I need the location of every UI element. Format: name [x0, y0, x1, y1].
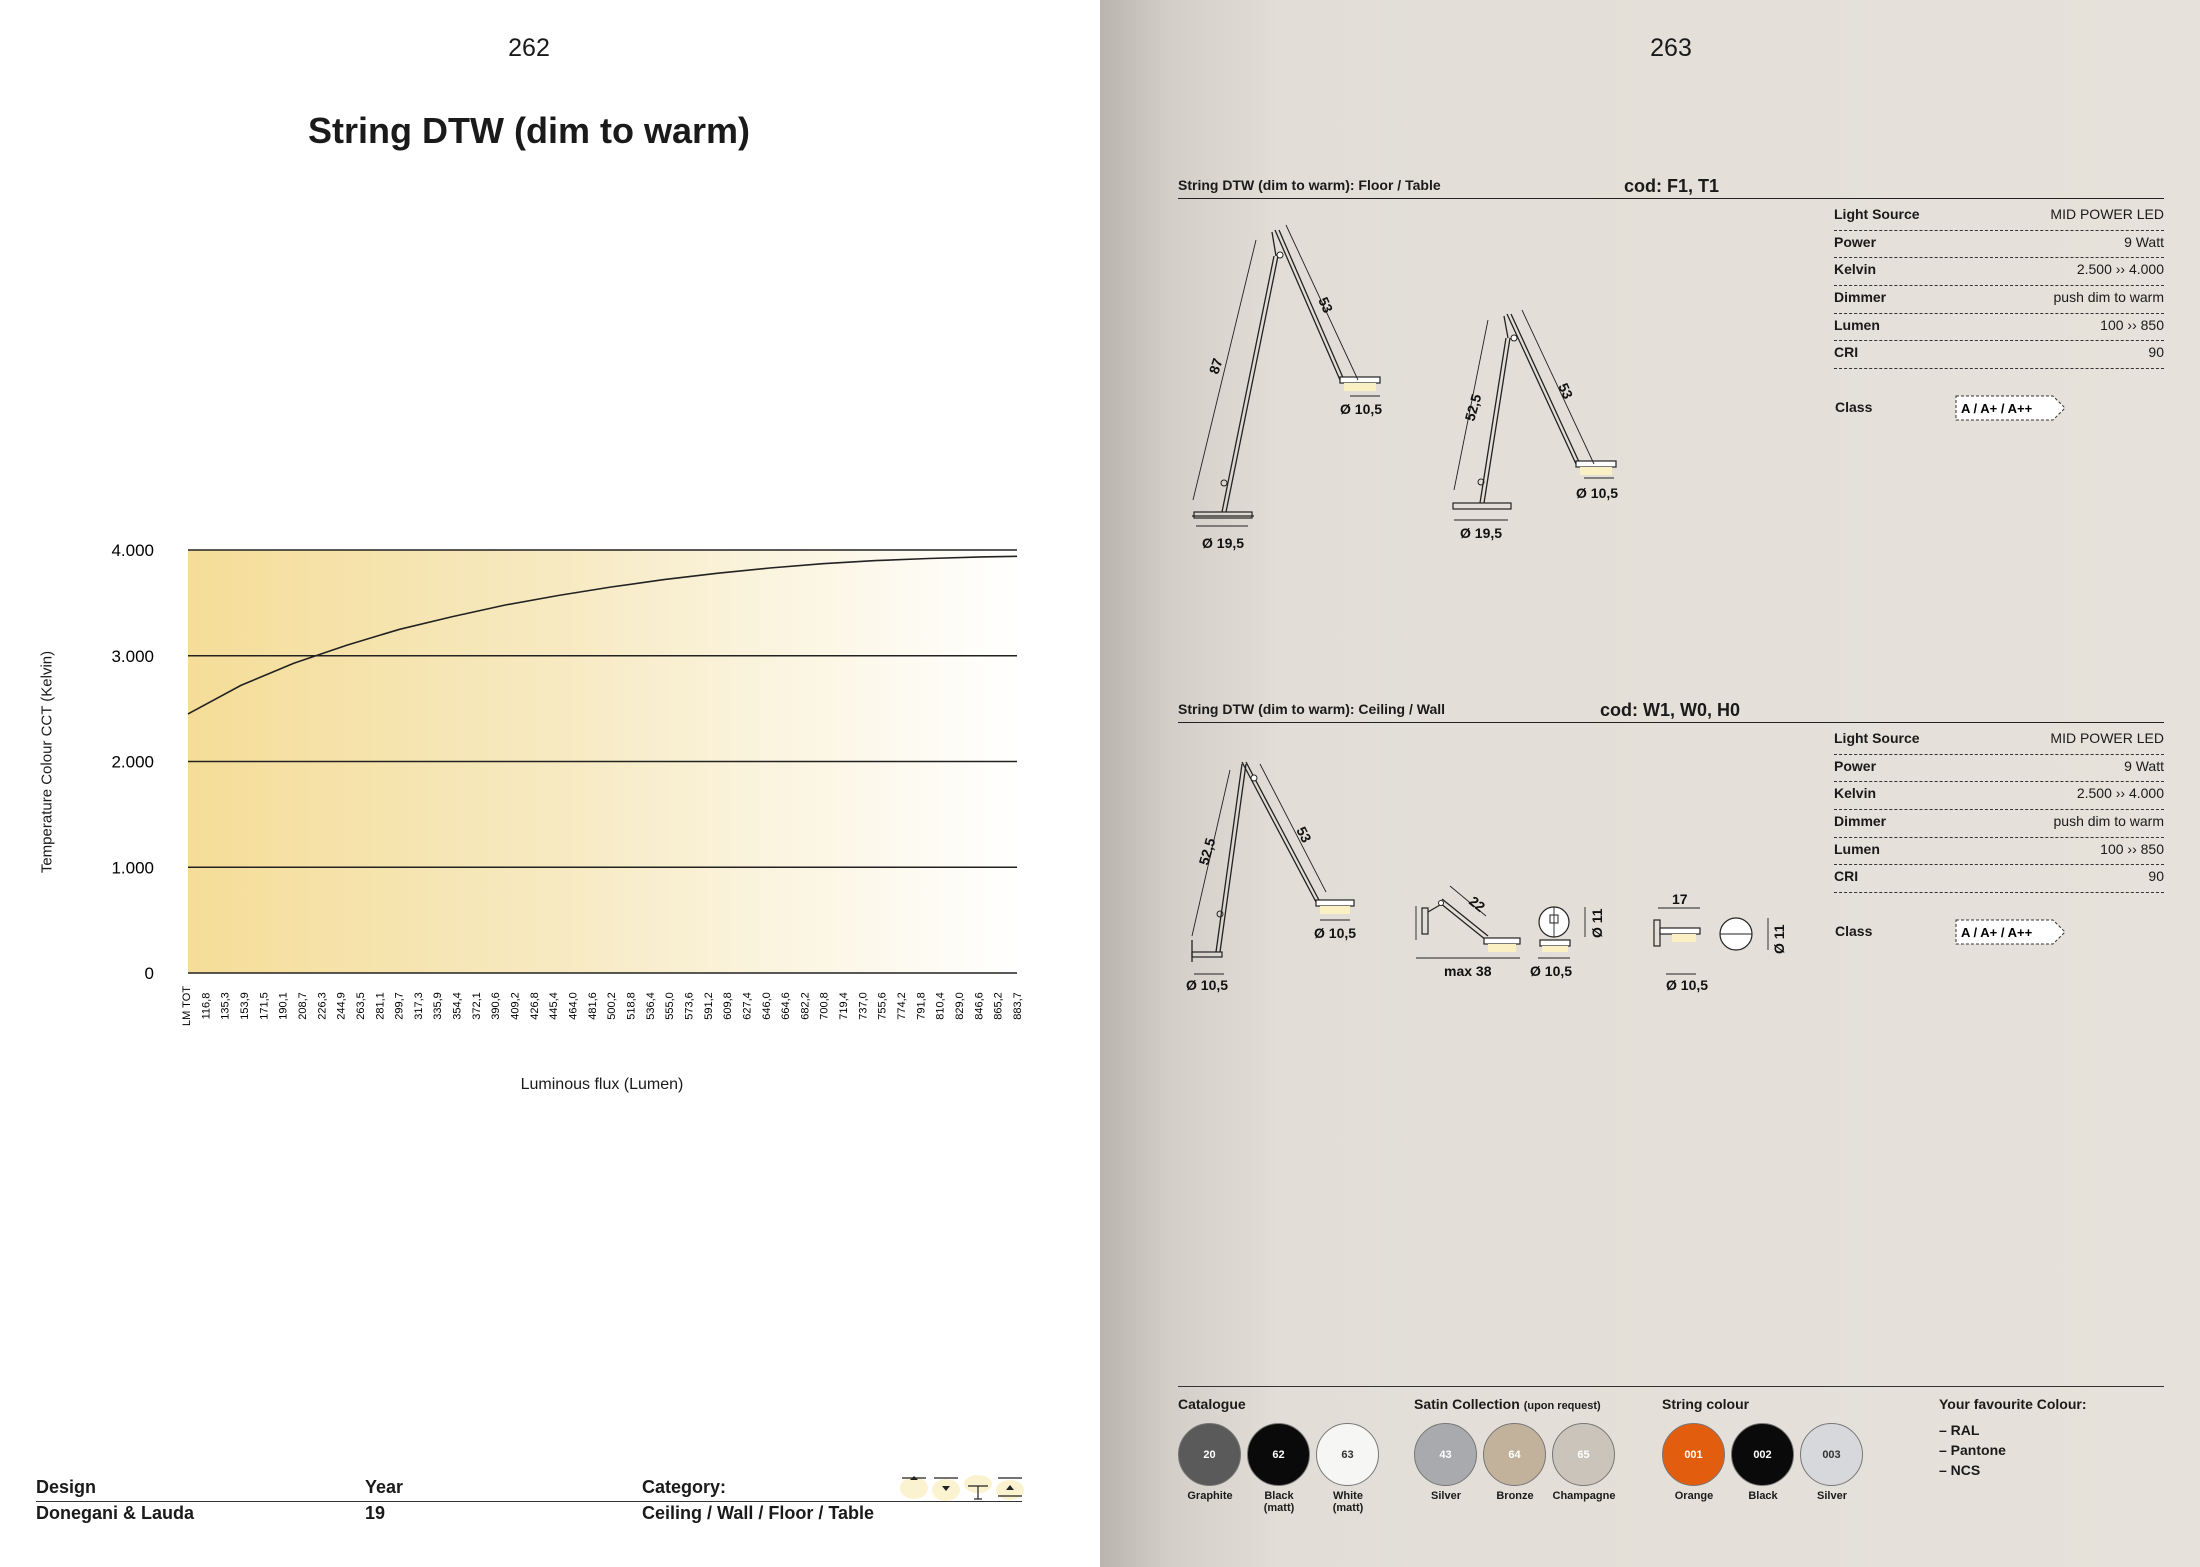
x-tick-label: 426,8: [528, 992, 541, 1020]
x-tick-label: 226,3: [316, 992, 329, 1020]
colour-swatch-name: Bronze: [1496, 1490, 1534, 1502]
page-title: String DTW (dim to warm): [308, 110, 750, 151]
svg-text:53: 53: [1555, 380, 1577, 402]
favourite-colour-list: [1939, 1420, 2006, 1480]
x-tick-label: 829,0: [954, 992, 967, 1020]
spec-row: Power 9 Watt: [1834, 231, 2164, 259]
section-floor-table-code: cod: F1, T1: [1624, 176, 1720, 196]
floor-table-drawing: [1178, 220, 1618, 560]
class-label-ceiling-wall: Class: [1835, 923, 1873, 939]
section-ceiling-wall-title: String DTW (dim to warm): Ceiling / Wall: [1178, 701, 1446, 717]
y-tick-label: 2.000: [111, 752, 154, 772]
svg-text:A / A+ / A++: A / A+ / A++: [1961, 401, 2033, 416]
x-tick-label: 299,7: [393, 992, 406, 1020]
design-label: Design: [36, 1477, 97, 1497]
x-tick-label: 646,0: [760, 992, 773, 1020]
year-label: Year: [365, 1477, 404, 1497]
x-tick-label: 190,1: [277, 992, 290, 1020]
colour-swatch-20: 20: [1178, 1423, 1241, 1486]
catalogue-title: Catalogue: [1178, 1396, 1246, 1412]
spec-row: Power 9 Watt: [1834, 755, 2164, 783]
class-label-floor-table: Class: [1835, 399, 1873, 415]
colour-swatch-name: Black (matt): [1263, 1490, 1295, 1514]
page-number-right: 263: [1650, 34, 1692, 62]
colour-swatch-002: 002: [1731, 1423, 1794, 1486]
svg-text:87: 87: [1205, 356, 1226, 376]
x-tick-label: 555,0: [664, 992, 677, 1020]
energy-class-badge: [1955, 395, 2067, 421]
x-tick-label: 335,9: [432, 992, 445, 1020]
svg-text:Ø 10,5: Ø 10,5: [1314, 925, 1357, 941]
x-tick-label: 317,3: [412, 992, 425, 1020]
x-tick-label: 135,3: [219, 992, 232, 1020]
colour-swatch-name: Black: [1748, 1490, 1778, 1502]
colour-swatch-43: 43: [1414, 1423, 1477, 1486]
x-tick-label: 464,0: [567, 992, 580, 1020]
floor-lamp-icon: [1192, 225, 1382, 551]
category-label: Category:: [642, 1477, 727, 1497]
table-lamp-icon: [1453, 310, 1618, 541]
svg-text:Ø 10,5: Ø 10,5: [1530, 963, 1573, 979]
ceiling-wall-drawing: [1178, 740, 1798, 1010]
x-tick-label: 208,7: [296, 992, 309, 1020]
x-tick-label: 810,4: [934, 992, 947, 1020]
colour-swatch-name: Silver: [1817, 1490, 1847, 1502]
x-axis-title: Luminous flux (Lumen): [520, 1076, 684, 1093]
x-tick-label: 481,6: [586, 992, 599, 1020]
floor-mount-icon: [964, 1475, 992, 1499]
x-tick-label: 627,4: [741, 992, 754, 1020]
colour-swatch-003: 003: [1800, 1423, 1863, 1486]
x-tick-label: 244,9: [335, 992, 348, 1020]
y-axis-title: Temperature Colour CCT (Kelvin): [38, 650, 56, 874]
spec-row: Lumen 100 ›› 850: [1834, 838, 2164, 866]
colour-swatch-name: Orange: [1674, 1490, 1714, 1502]
spec-row: CRI 90: [1834, 865, 2164, 893]
page-number-left: 262: [508, 34, 550, 62]
spec-row: Dimmer push dim to warm: [1834, 286, 2164, 314]
x-tick-label: 700,8: [818, 992, 831, 1020]
colour-swatch-64: 64: [1483, 1423, 1546, 1486]
x-tick-label: 500,2: [606, 992, 619, 1020]
x-tick-label: 591,2: [702, 992, 715, 1020]
colour-swatch-001: 001: [1662, 1423, 1725, 1486]
year-value: 19: [365, 1503, 386, 1523]
section-floor-table-title: String DTW (dim to warm): Floor / Table: [1178, 177, 1441, 193]
x-tick-label: 409,2: [509, 992, 522, 1020]
category-value: Ceiling / Wall / Floor / Table: [642, 1503, 875, 1523]
x-tick-label: 354,4: [451, 992, 464, 1020]
colour-swatch-65: 65: [1552, 1423, 1615, 1486]
favourite-item: – RAL: [1939, 1422, 1980, 1438]
energy-class-badge: [1955, 919, 2067, 945]
x-tick-label: 536,4: [644, 992, 657, 1020]
favourite-item: – NCS: [1939, 1462, 1981, 1478]
svg-text:Ø 11: Ø 11: [1771, 924, 1787, 954]
favourite-item: – Pantone: [1939, 1442, 2006, 1458]
svg-text:Ø 10,5: Ø 10,5: [1666, 977, 1709, 993]
x-tick-label: 865,2: [992, 992, 1005, 1020]
svg-text:Ø 10,5: Ø 10,5: [1340, 401, 1383, 417]
wall-mount-icon: [932, 1478, 960, 1501]
y-tick-label: 1.000: [111, 858, 154, 878]
x-tick-label: 846,6: [973, 992, 986, 1020]
x-tick-label: 573,6: [683, 992, 696, 1020]
x-tick-label: 390,6: [490, 992, 503, 1020]
svg-text:Ø 10,5: Ø 10,5: [1576, 485, 1618, 501]
spec-row: Dimmer push dim to warm: [1834, 810, 2164, 838]
x-tick-label: 755,6: [876, 992, 889, 1020]
x-tick-label: 372,1: [470, 992, 483, 1020]
x-tick-label: 682,2: [799, 992, 812, 1020]
svg-text:Ø 19,5: Ø 19,5: [1460, 525, 1503, 541]
cct-chart: [0, 0, 1100, 1100]
spec-row: Kelvin 2.500 ›› 4.000: [1834, 258, 2164, 286]
section-floor-table-divider: [1178, 198, 2164, 199]
spec-table-ceiling-wall: [1834, 727, 2164, 893]
wall-lamp-w0-icon: [1416, 886, 1605, 979]
spec-row: Light Source MID POWER LED: [1834, 727, 2164, 755]
spec-table-floor-table: [1834, 203, 2164, 369]
colour-swatch-name: Silver: [1431, 1490, 1461, 1502]
y-tick-label: 3.000: [111, 646, 154, 666]
colour-swatch-63: 63: [1316, 1423, 1379, 1486]
spec-row: Kelvin 2.500 ›› 4.000: [1834, 782, 2164, 810]
svg-text:52,5: 52,5: [1195, 836, 1219, 867]
x-tick-label: 883,7: [1012, 992, 1024, 1020]
spec-row: CRI 90: [1834, 341, 2164, 369]
spec-row: Light Source MID POWER LED: [1834, 203, 2164, 231]
x-tick-label: 774,2: [896, 992, 909, 1020]
wall-lamp-h0-icon: [1178, 740, 1787, 993]
svg-text:22: 22: [1466, 892, 1489, 915]
x-tick-label: 719,4: [838, 992, 851, 1020]
x-tick-label: LM TOT: [181, 986, 193, 1026]
x-tick-label: 171,5: [258, 992, 271, 1020]
section-ceiling-wall-code: cod: W1, W0, H0: [1600, 700, 1741, 720]
svg-text:17: 17: [1672, 891, 1688, 907]
spec-row: Lumen 100 ›› 850: [1834, 314, 2164, 342]
svg-text:Ø 10,5: Ø 10,5: [1186, 977, 1229, 993]
table-mount-icon: [996, 1478, 1024, 1500]
svg-text:52,5: 52,5: [1461, 392, 1485, 423]
colour-swatch-name: Graphite: [1187, 1490, 1233, 1502]
design-value: Donegani & Lauda: [36, 1503, 195, 1523]
x-tick-label: 281,1: [374, 992, 387, 1020]
svg-text:Ø 11: Ø 11: [1589, 908, 1605, 938]
footer-divider: [36, 1501, 1022, 1502]
colour-legend-divider: [1178, 1386, 2164, 1387]
wall-lamp-w1-icon: [1186, 762, 1356, 993]
x-tick-label: 116,8: [200, 992, 213, 1020]
x-tick-label: 664,6: [780, 992, 793, 1020]
x-tick-label: 609,8: [722, 992, 735, 1020]
svg-text:max 38: max 38: [1444, 963, 1492, 979]
x-tick-label: 263,5: [354, 992, 367, 1020]
colour-swatch-name: Champagne: [1552, 1490, 1616, 1502]
section-ceiling-wall-divider: [1178, 722, 2164, 723]
x-tick-label: 518,8: [625, 992, 638, 1020]
x-tick-label: 445,4: [548, 992, 561, 1020]
x-tick-label: 791,8: [915, 992, 928, 1020]
string-colour-title: String colour: [1662, 1396, 1750, 1412]
ceiling-mount-icon: [900, 1476, 928, 1499]
svg-text:A / A+ / A++: A / A+ / A++: [1961, 925, 2033, 940]
svg-text:Ø 19,5: Ø 19,5: [1202, 535, 1245, 551]
svg-text:53: 53: [1315, 294, 1337, 316]
mounting-icons: [898, 1474, 1028, 1508]
y-tick-label: 0: [144, 964, 154, 983]
colour-swatch-name: White (matt): [1332, 1490, 1364, 1514]
satin-title: Satin Collection (upon request): [1414, 1396, 1601, 1412]
colour-swatch-62: 62: [1247, 1423, 1310, 1486]
favourite-colour-title: Your favourite Colour:: [1939, 1396, 2087, 1412]
x-tick-label: 737,0: [857, 992, 870, 1020]
svg-text:53: 53: [1293, 823, 1315, 846]
y-tick-label: 4.000: [111, 541, 154, 560]
x-tick-label: 153,9: [238, 992, 251, 1020]
